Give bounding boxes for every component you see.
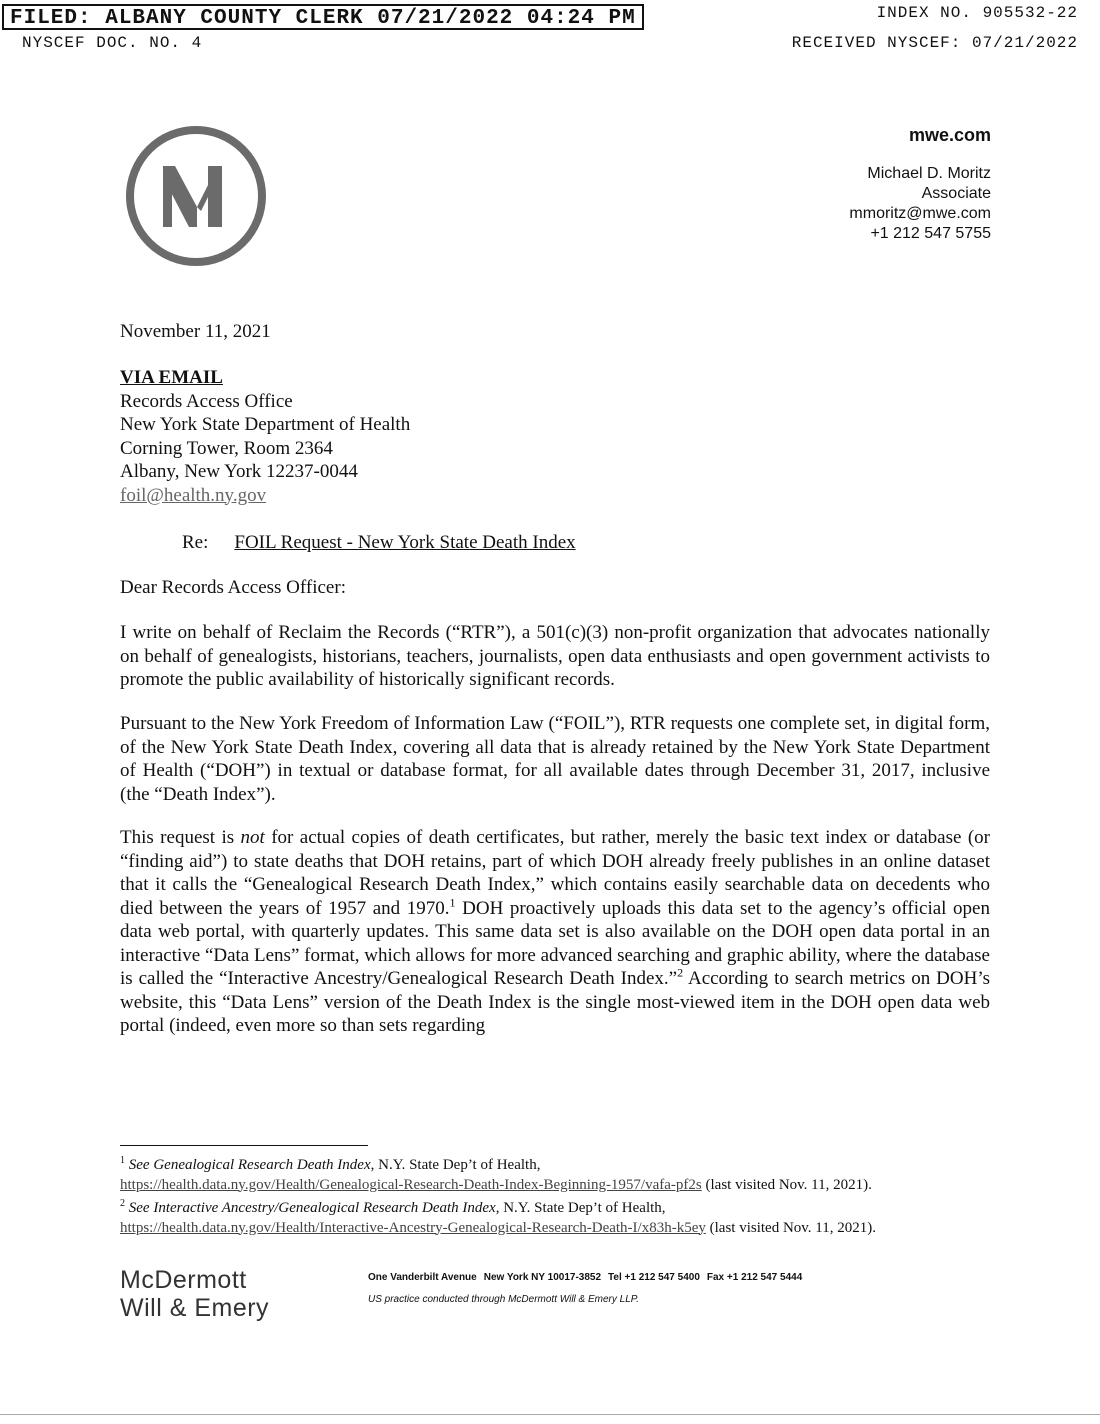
firm-street: One Vanderbilt Avenue (368, 1272, 477, 1283)
footnote-signal: See (128, 1157, 150, 1173)
mwe-m-logo-icon (125, 125, 267, 267)
paragraph-3-text: for actual copies of death certificates, but rather, merely the basic text index or database (or “finding aid”) to state deaths that DOH retains, part of which DOH already freely publishes in an online dataset that it calls the “Genealogical Research Death Index,” which contains easily searchable data on decedents who died between the years of 1957 and 1970. (120, 827, 990, 919)
footnote-1 (120, 1156, 1000, 1195)
footnote-ref-1[interactable]: 1 (449, 895, 456, 910)
sender-title: Associate (921, 185, 991, 202)
firm-logo-line: McDermott (120, 1266, 247, 1294)
footnote-url-link[interactable]: https://health.data.ny.gov/Health/Genealogical-Research-Death-Index-Beginning-1957/vafa-pf2s (120, 1176, 702, 1193)
page-bottom-rule (0, 1414, 1100, 1415)
recipient-line: New York State Department of Health (120, 414, 411, 435)
firm-logo-wordmark (120, 1266, 269, 1322)
footnote-source: , N.Y. State Dep’t of Health, (495, 1200, 666, 1216)
received-date: RECEIVED NYSCEF: 07/21/2022 (791, 34, 1078, 52)
re-line (182, 532, 576, 554)
sender-phone: +1 212 547 5755 (870, 225, 991, 242)
paragraph-3-emphasis: not (240, 827, 265, 848)
firm-logo-line: Will & Emery (120, 1294, 270, 1322)
letter-date: November 11, 2021 (120, 321, 271, 342)
paragraph-2: Pursuant to the New York Freedom of Information Law (“FOIL”), RTR requests one complete set, in digital form, of the New York State Death Index, covering all data that is already retained by the New York State Department of Health (“DOH”) in textual or database format, for all available dates through December 31, 2017, inclusive (the “Death Index”). (120, 713, 990, 805)
footnote-2 (120, 1199, 1000, 1238)
firm-fax: Fax +1 212 547 5444 (706, 1272, 803, 1283)
recipient-line: Albany, New York 12237-0044 (120, 461, 358, 482)
footnote-visited: (last visited Nov. 11, 2021). (701, 1176, 872, 1193)
firm-city: New York NY 10017-3852 (483, 1272, 602, 1283)
firm-tel: Tel +1 212 547 5400 (608, 1272, 700, 1283)
recipient-line: Records Access Office (120, 390, 293, 412)
paragraph-3-text: This request is (120, 827, 241, 848)
nyscef-doc-number: NYSCEF DOC. NO. 4 (22, 34, 203, 52)
sender-block (849, 125, 991, 244)
filed-stamp: FILED: ALBANY COUNTY CLERK 07/21/2022 04:24 PM (2, 4, 644, 30)
firm-address (368, 1272, 809, 1283)
footnote-ref-2[interactable]: 2 (677, 965, 684, 980)
recipient-email-link[interactable]: foil@health.ny.gov (120, 484, 267, 506)
delivery-method: VIA EMAIL (120, 367, 223, 388)
footnote-separator (120, 1145, 368, 1146)
recipient-address (120, 366, 990, 507)
footnote-number: 1 (120, 1155, 125, 1166)
footnotes (120, 1156, 1000, 1242)
re-label: Re: (182, 532, 209, 553)
footnote-number: 2 (120, 1198, 125, 1209)
salutation: Dear Records Access Officer: (120, 577, 346, 598)
sender-name: Michael D. Moritz (867, 165, 991, 182)
index-number: INDEX NO. 905532-22 (876, 4, 1078, 22)
paragraph-3-text: DOH proactively uploads this data set to the agency’s official open data web portal, with quarterly updates. This same data set is also available on the DOH open data portal in an interactive “Data Lens” format, which allows for more advanced searching and graphic ability, where the database is called the “Interactive Ancestry/Genealogical Research Death Index.” (120, 897, 990, 989)
footnote-signal: See (128, 1200, 150, 1216)
footnote-source: , N.Y. State Dep’t of Health, (370, 1157, 541, 1173)
paragraph-3 (120, 826, 990, 1038)
sender-email: mmoritz@mwe.com (849, 205, 991, 222)
paragraph-1: I write on behalf of Reclaim the Records (“RTR”), a 501(c)(3) non-profit organization that advocates nationally on behalf of genealogists, historians, teachers, journalists, open data enthusiasts and open government activists to promote the public availability of historically significant records. (120, 622, 990, 690)
paragraph-3-text: According to search metrics on DOH’s website, this “Data Lens” version of the Death Index is the single most-viewed item in the DOH open data web portal (indeed, even more so than sets regarding (120, 968, 990, 1036)
footnote-title: Genealogical Research Death Index (153, 1157, 371, 1173)
footnote-url-link[interactable]: https://health.data.ny.gov/Health/Interactive-Ancestry-Genealogical-Research-Death-I/x83h-k5ey (120, 1219, 706, 1236)
footnote-visited: (last visited Nov. 11, 2021). (705, 1219, 876, 1236)
recipient-line: Corning Tower, Room 2364 (120, 437, 333, 459)
firm-website: mwe.com (908, 125, 991, 145)
footnote-title: Interactive Ancestry/Genealogical Research Death Index (153, 1200, 496, 1216)
re-subject: FOIL Request - New York State Death Index (234, 532, 576, 553)
firm-practice-note: US practice conducted through McDermott Will & Emery LLP. (368, 1294, 639, 1305)
